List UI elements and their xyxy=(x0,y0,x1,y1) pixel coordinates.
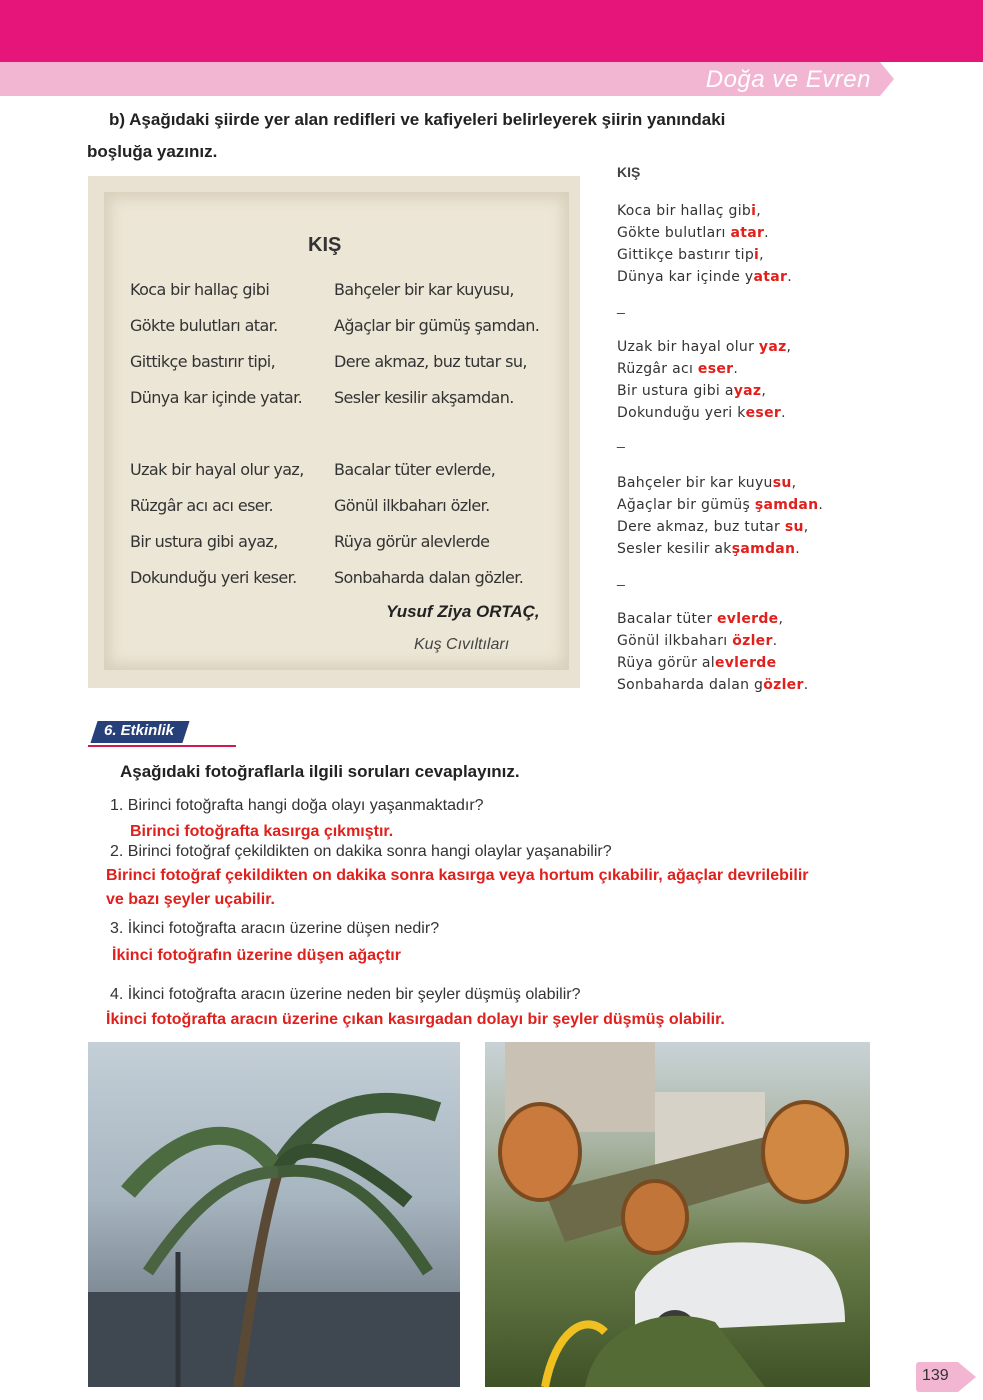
answer-line: Dokunduğu yeri keser. xyxy=(617,405,786,421)
palm-frond xyxy=(128,1136,278,1192)
answer-line: Sesler kesilir akşamdan. xyxy=(617,541,801,557)
activity-label: 6. Etkinlik xyxy=(104,722,175,739)
answer-divider: _ xyxy=(617,570,625,586)
poem-paper xyxy=(104,192,569,670)
poem-line: Sesler kesilir akşamdan. xyxy=(334,388,514,407)
poem-title: KIŞ xyxy=(308,234,342,256)
answer-line: Bacalar tüter evlerde, xyxy=(617,611,784,627)
answer-line: Bir ustura gibi ayaz, xyxy=(617,383,767,399)
poem-book: Kuş Cıvıltıları xyxy=(414,636,510,653)
ground-shape xyxy=(88,1292,460,1387)
answer-2-line2: ve bazı şeyler uçabilir. xyxy=(106,891,275,908)
storm-palm-illustration xyxy=(88,1042,460,1387)
question-2: 2. Birinci fotoğraf çekildikten on dakika sonra hangi olaylar yaşanabilir? xyxy=(110,843,612,860)
poem-line: Dünya kar içinde yatar. xyxy=(130,388,303,407)
palm-frond xyxy=(278,1171,428,1272)
log-cut-end xyxy=(763,1102,847,1202)
answer-line: Bahçeler bir kar kuyusu, xyxy=(617,475,797,491)
answer-line: Rüzgâr acı eser. xyxy=(617,361,739,377)
answer-4: İkinci fotoğrafta aracın üzerine çıkan kasırgadan dolayı bir şeyler düşmüş olabilir. xyxy=(106,1011,725,1028)
answer-line: Dere akmaz, buz tutar su, xyxy=(617,519,809,535)
answer-3: İkinci fotoğrafın üzerine düşen ağaçtır xyxy=(112,947,401,964)
poem-line: Sonbaharda dalan gözler. xyxy=(334,568,524,587)
answer-stanza-4 xyxy=(617,608,808,696)
question-b xyxy=(87,104,855,168)
answer-line: Rüya görür alevlerde xyxy=(617,655,777,671)
poem-line: Gittikçe bastırır tipi, xyxy=(130,352,276,371)
storm-palm-photo xyxy=(88,1042,460,1387)
answer-stanza-3 xyxy=(617,472,823,560)
poem-left-stanza-2 xyxy=(130,452,304,596)
answer-line: Koca bir hallaç gibi, xyxy=(617,203,761,219)
question-b-line2: boşluğa yazınız. xyxy=(87,142,218,161)
answer-stanza-2 xyxy=(617,336,791,424)
answer-line: Gittikçe bastırır tipi, xyxy=(617,247,764,263)
log-cut-end xyxy=(500,1104,580,1200)
activity-badge xyxy=(88,719,236,745)
answer-2-line1: Birinci fotoğraf çekildikten on dakika sonra kasırga veya hortum çıkabilir, ağaçlar devrilebilir xyxy=(106,867,809,884)
answer-poem-title: KIŞ xyxy=(617,164,641,180)
answer-stanza-1 xyxy=(617,200,792,288)
poem-line: Bacalar tüter evlerde, xyxy=(334,460,496,479)
poem-author: Yusuf Ziya ORTAÇ, xyxy=(386,602,540,621)
poem-line: Koca bir hallaç gibi xyxy=(130,280,270,299)
poem-line: Rüzgâr acı acı eser. xyxy=(130,496,274,515)
poem-line: Uzak bir hayal olur yaz, xyxy=(130,460,304,479)
poem-line: Bir ustura gibi ayaz, xyxy=(130,532,278,551)
poem-line: Ağaçlar bir gümüş şamdan. xyxy=(334,316,540,335)
fallen-tree-illustration xyxy=(485,1042,870,1387)
answer-line: Uzak bir hayal olur yaz, xyxy=(617,339,792,355)
poem-line: Dokunduğu yeri keser. xyxy=(130,568,297,587)
poem-line: Bahçeler bir kar kuyusu, xyxy=(334,280,514,299)
activity-intro: Aşağıdaki fotoğraflarla ilgili soruları cevaplayınız. xyxy=(120,762,520,781)
answer-line: Gönül ilkbaharı özler. xyxy=(617,633,778,649)
answer-line: Sonbaharda dalan gözler. xyxy=(617,677,809,693)
answer-line: Gökte bulutları atar. xyxy=(617,225,769,241)
section-title: Doğa ve Evren xyxy=(705,66,871,93)
question-b-line1: b) Aşağıdaki şiirde yer alan redifleri ve kafiyeleri belirleyerek şiirin yanındaki xyxy=(109,110,726,129)
question-1: 1. Birinci fotoğrafta hangi doğa olayı yaşanmaktadır? xyxy=(110,797,484,814)
fallen-tree-photo xyxy=(485,1042,870,1387)
question-3: 3. İkinci fotoğrafta aracın üzerine düşen nedir? xyxy=(110,920,440,937)
question-4: 4. İkinci fotoğrafta aracın üzerine neden bir şeyler düşmüş olabilir? xyxy=(110,986,581,1003)
poem-line: Gönül ilkbaharı özler. xyxy=(334,496,490,515)
poem-line: Rüya görür alevlerde xyxy=(334,532,490,551)
answer-divider: _ xyxy=(617,298,625,314)
section-bar-tip xyxy=(880,62,894,96)
page-number: 139 xyxy=(922,1367,949,1384)
poem-right-stanza-2 xyxy=(334,452,523,596)
answer-divider: _ xyxy=(617,432,625,448)
log-cut-end xyxy=(623,1181,687,1253)
poem-right-stanza-1 xyxy=(334,272,539,416)
answer-line: Dünya kar içinde yatar. xyxy=(617,269,792,285)
poem-line: Dere akmaz, buz tutar su, xyxy=(334,352,527,371)
answer-1: Birinci fotoğrafta kasırga çıkmıştır. xyxy=(130,823,394,840)
header-bar xyxy=(0,0,983,62)
poem-left-stanza-1 xyxy=(130,272,302,416)
poem-line: Gökte bulutları atar. xyxy=(130,316,278,335)
page-number-tip xyxy=(958,1362,976,1392)
answer-line: Ağaçlar bir gümüş şamdan. xyxy=(617,497,824,513)
